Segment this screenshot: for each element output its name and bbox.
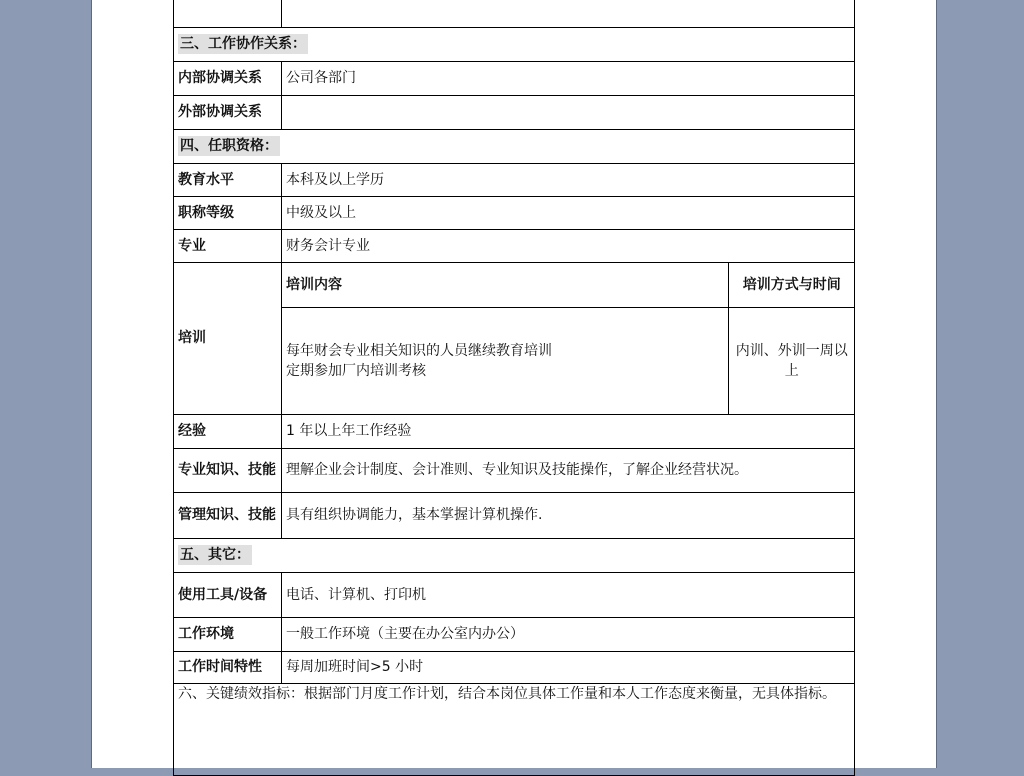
management-skill-label: 管理知识、技能 <box>174 492 282 538</box>
table-row <box>174 229 855 262</box>
table-row <box>174 129 855 163</box>
education-value: 本科及以上学历 <box>282 163 855 196</box>
major-value: 财务会计专业 <box>282 229 855 262</box>
title-level-value: 中级及以上 <box>282 196 855 229</box>
tools-value: 电话、计算机、打印机 <box>282 572 855 617</box>
table-row <box>174 448 855 492</box>
education-label: 教育水平 <box>174 163 282 196</box>
training-content-line: 每年财会专业相关知识的人员继续教育培训 <box>286 342 552 359</box>
job-description-table <box>173 0 855 776</box>
table-row <box>174 262 855 414</box>
external-coordination-label: 外部协调关系 <box>174 95 282 129</box>
table-row <box>174 414 855 448</box>
experience-label: 经验 <box>174 414 282 448</box>
training-method-header: 培训方式与时间 <box>728 263 855 308</box>
section-heading-qualification: 四、任职资格： <box>174 129 855 163</box>
table-row <box>174 61 855 95</box>
document-page <box>91 0 937 768</box>
table-row <box>174 163 855 196</box>
work-time-label: 工作时间特性 <box>174 651 282 683</box>
table-row <box>174 0 855 27</box>
training-content-header: 培训内容 <box>282 263 728 308</box>
training-subtable <box>282 263 855 414</box>
table-row <box>174 27 855 61</box>
experience-value: 1 年以上年工作经验 <box>282 414 855 448</box>
table-row <box>174 95 855 129</box>
training-content-value <box>282 308 728 414</box>
table-row <box>174 683 855 775</box>
training-label: 培训 <box>174 262 282 414</box>
external-coordination-value <box>282 95 855 129</box>
title-level-label: 职称等级 <box>174 196 282 229</box>
work-environment-value: 一般工作环境（主要在办公室内办公） <box>282 617 855 651</box>
training-method-value: 内训、外训一周以上 <box>728 308 855 414</box>
internal-coordination-label: 内部协调关系 <box>174 61 282 95</box>
tools-label: 使用工具/设备 <box>174 572 282 617</box>
kpi-text: 六、关键绩效指标：根据部门月度工作计划，结合本岗位具体工作量和本人工作态度来衡量，无具体指标。 <box>174 683 855 775</box>
training-subtable-cell <box>282 262 855 414</box>
major-label: 专业 <box>174 229 282 262</box>
training-content-line: 定期参加厂内培训考核 <box>286 362 426 379</box>
table-row <box>174 651 855 683</box>
table-row <box>174 492 855 538</box>
section-heading-other: 五、其它： <box>174 538 855 572</box>
table-row <box>174 196 855 229</box>
work-time-value: 每周加班时间>5 小时 <box>282 651 855 683</box>
management-skill-value: 具有组织协调能力，基本掌握计算机操作. <box>282 492 855 538</box>
work-environment-label: 工作环境 <box>174 617 282 651</box>
table-row <box>174 538 855 572</box>
professional-skill-label: 专业知识、技能 <box>174 448 282 492</box>
section-heading-cooperation: 三、工作协作关系： <box>174 27 855 61</box>
table-row <box>174 617 855 651</box>
internal-coordination-value: 公司各部门 <box>282 61 855 95</box>
table-row <box>174 572 855 617</box>
professional-skill-value: 理解企业会计制度、会计准则、专业知识及技能操作，了解企业经营状况。 <box>282 448 855 492</box>
